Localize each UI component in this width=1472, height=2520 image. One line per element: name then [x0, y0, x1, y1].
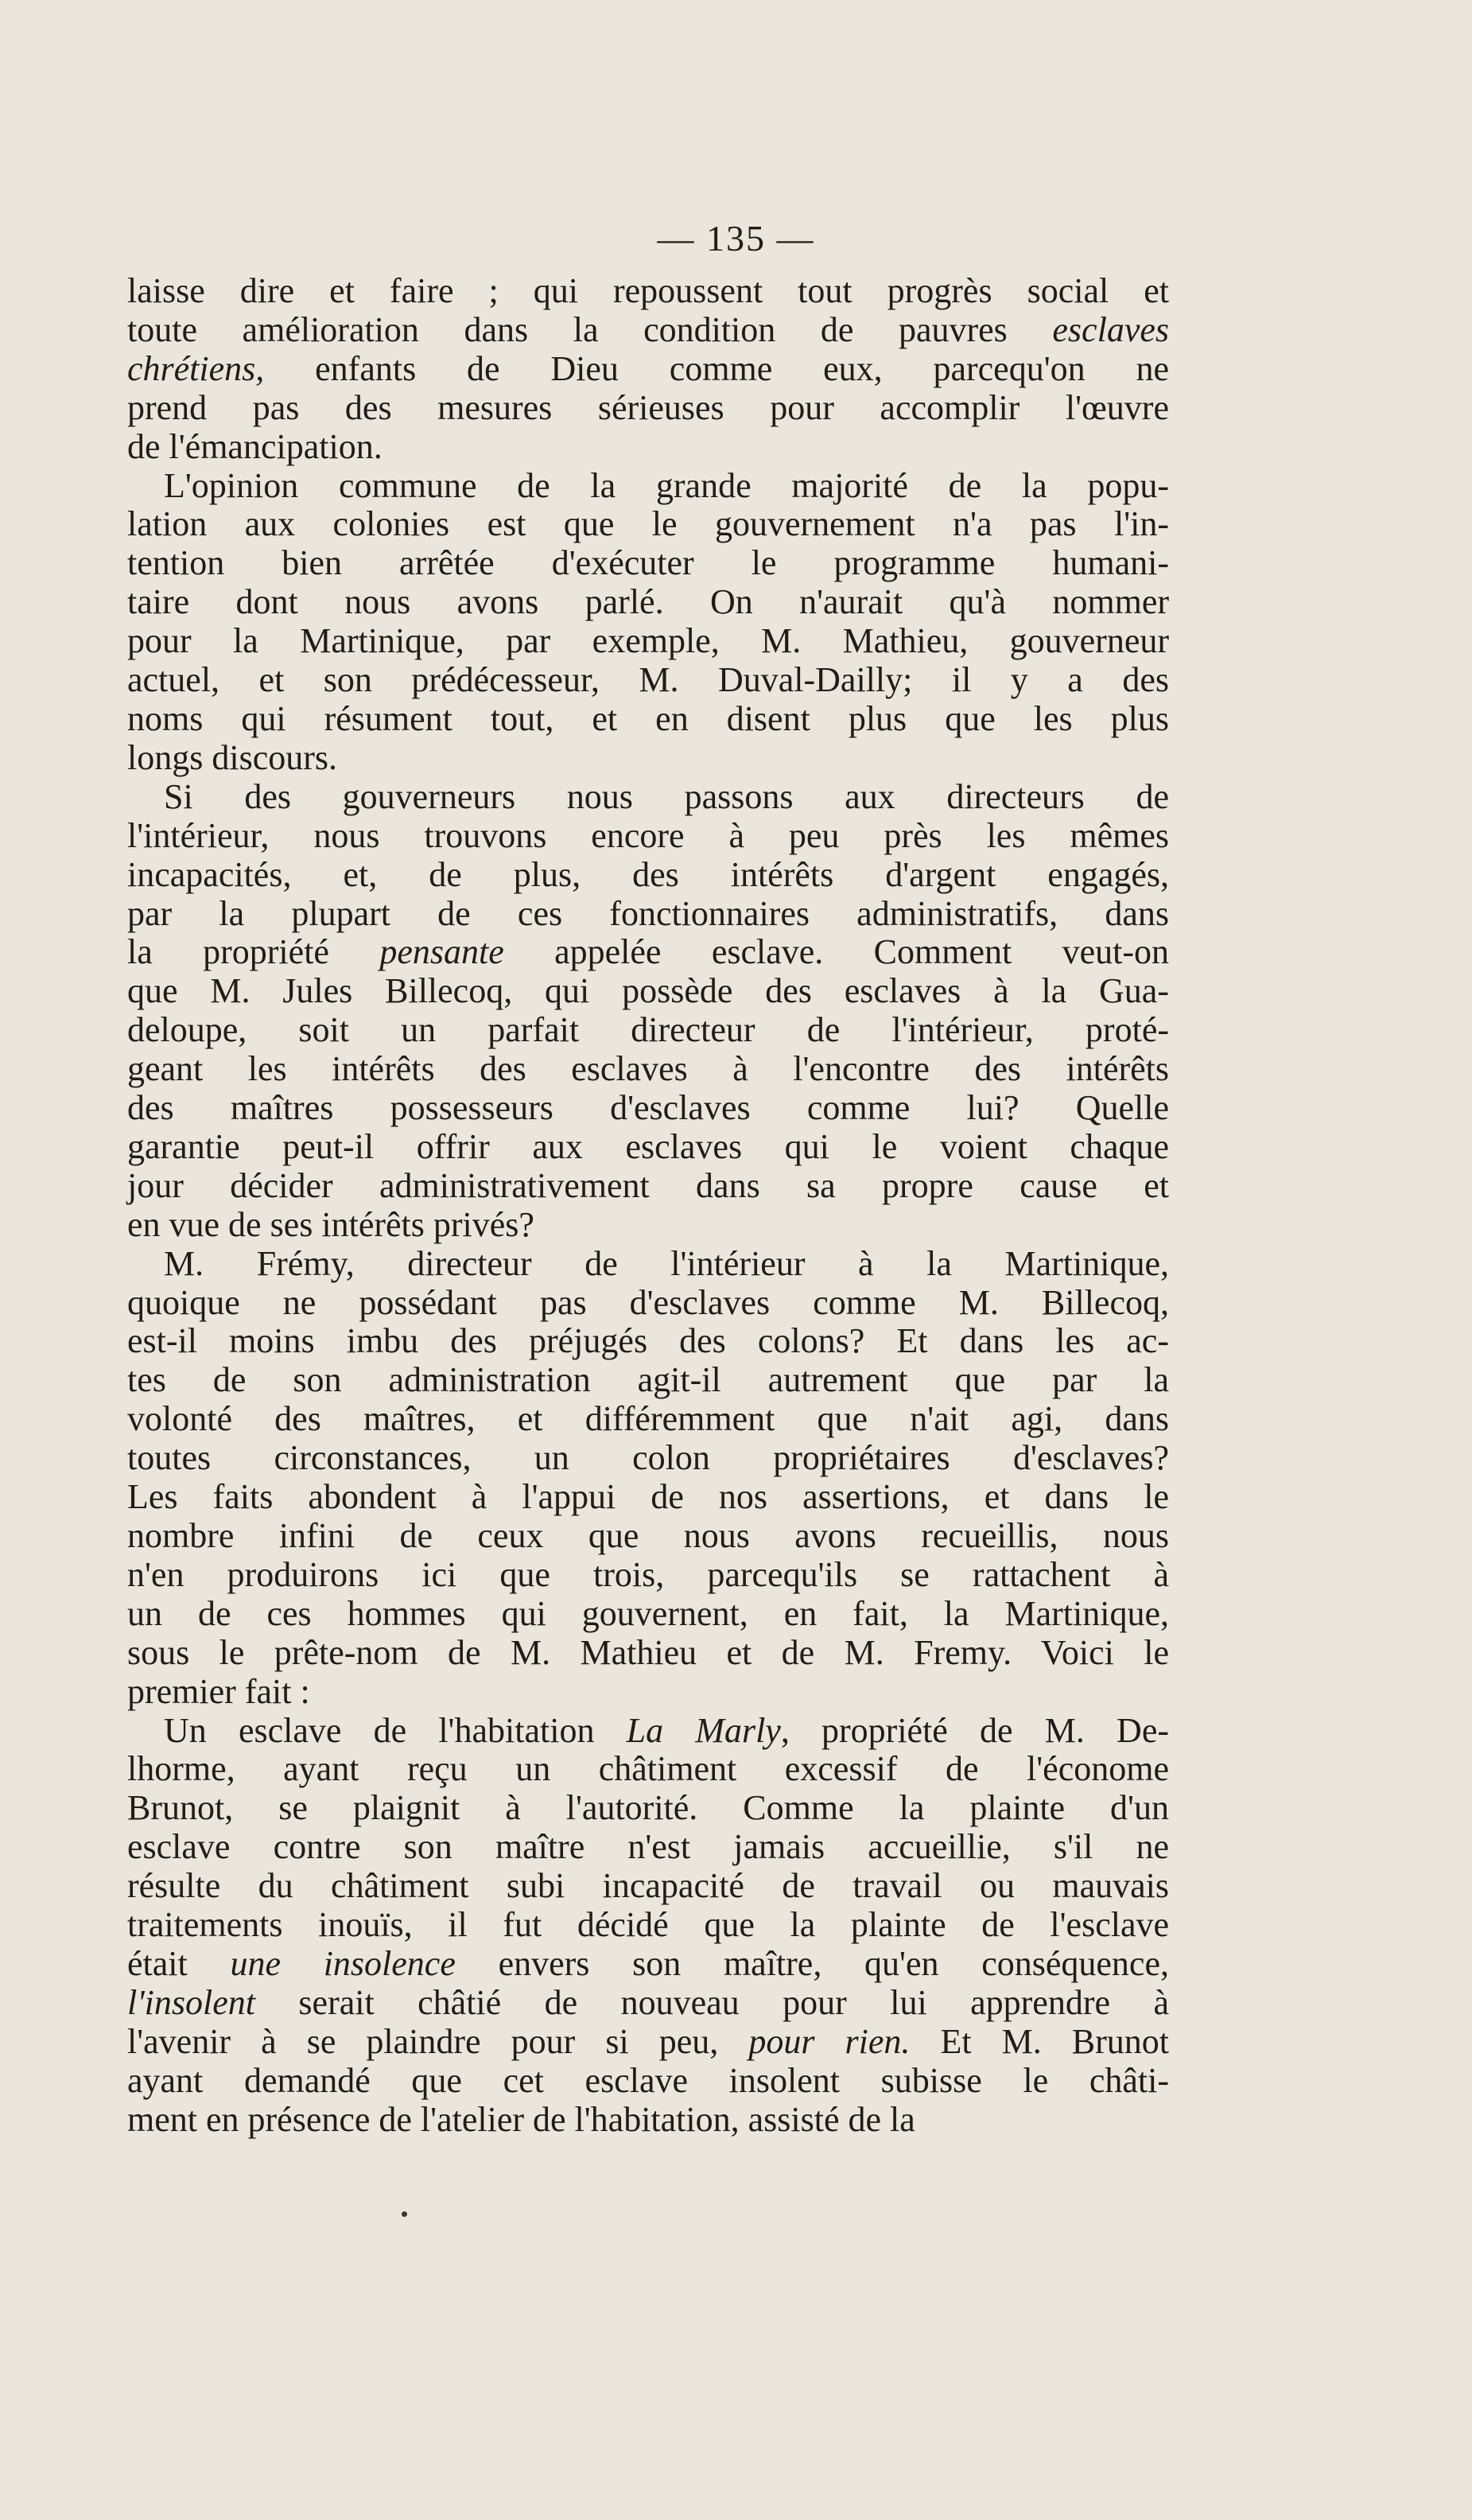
- text-segment: Les faits abondent à l'appui de nos assertions, et dans le: [127, 1477, 1169, 1517]
- text-line: [127, 1322, 1169, 1361]
- text-segment: Et M. Brunot: [910, 2021, 1169, 2061]
- text-segment: enfants de Dieu comme eux, parcequ'on ne: [264, 348, 1169, 388]
- text-segment: est-il moins imbu des préjugés des colons? Et dans les ac-: [127, 1321, 1169, 1361]
- text-line: [127, 1789, 1169, 1828]
- text-line: [127, 1634, 1169, 1673]
- text-line: [127, 1828, 1169, 1867]
- italic-text: esclaves: [1052, 309, 1169, 349]
- text-segment: volonté des maîtres, et différemment que n'ait agi, dans: [127, 1399, 1169, 1439]
- text-segment: prend pas des mesures sérieuses pour accomplir l'œuvre: [127, 387, 1169, 427]
- text-line: [127, 1478, 1169, 1517]
- text-line: [127, 1011, 1169, 1050]
- text-segment: traitements inouïs, il fut décidé que la plainte de l'esclave: [127, 1905, 1169, 1945]
- text-segment: l'intérieur, nous trouvons encore à peu près les mêmes: [127, 815, 1169, 855]
- text-line: [127, 1128, 1169, 1167]
- text-line: [127, 661, 1169, 700]
- text-line: [127, 428, 1169, 467]
- paragraph: [127, 467, 1169, 778]
- text-line: [127, 1361, 1169, 1400]
- text-line: [127, 1439, 1169, 1478]
- text-line: [127, 1673, 1169, 1712]
- text-line: [127, 1556, 1169, 1595]
- text-line: [127, 2101, 1169, 2140]
- text-line: [127, 1867, 1169, 1906]
- text-segment: Brunot, se plaignit à l'autorité. Comme la plainte d'un: [127, 1788, 1169, 1828]
- text-line: [127, 583, 1169, 622]
- text-line: [127, 1945, 1169, 1984]
- text-segment: L'opinion commune de la grande majorité de la popu-: [164, 465, 1169, 505]
- text-line: [127, 739, 1169, 778]
- text-segment: toutes circonstances, un colon propriétaires d'esclaves?: [127, 1438, 1169, 1478]
- text-line: [127, 817, 1169, 856]
- text-segment: ment en présence de l'atelier de l'habitation, assisté de la: [127, 2099, 915, 2139]
- text-line: [127, 350, 1169, 389]
- text-segment: Un esclave de l'habitation: [164, 1710, 627, 1750]
- text-segment: l'avenir à se plaindre pour si peu,: [127, 2021, 749, 2061]
- text-segment: tes de son administration agit-il autrement que par la: [127, 1360, 1169, 1400]
- text-line: [127, 895, 1169, 934]
- text-line: [127, 311, 1169, 350]
- italic-text: pour rien.: [748, 2021, 911, 2061]
- ink-speck: [402, 2211, 407, 2217]
- text-line: [127, 933, 1169, 972]
- text-segment: taire dont nous avons parlé. On n'aurait qu'à nommer: [127, 582, 1169, 622]
- text-segment: longs discours.: [127, 737, 337, 777]
- page-number: — 135 —: [657, 218, 815, 259]
- paragraph: [127, 1712, 1169, 2140]
- text-segment: la propriété: [127, 932, 380, 972]
- text-line: [127, 389, 1169, 428]
- text-segment: Si des gouverneurs nous passons aux directeurs de: [164, 776, 1169, 816]
- text-segment: de l'émancipation.: [127, 426, 383, 466]
- text-segment: par la plupart de ces fonctionnaires administratifs, dans: [127, 893, 1169, 933]
- italic-text: l'insolent: [127, 1982, 255, 2022]
- text-segment: lhorme, ayant reçu un châtiment excessif de l'économe: [127, 1749, 1169, 1789]
- text-segment: que M. Jules Billecoq, qui possède des esclaves à la Gua-: [127, 971, 1169, 1011]
- text-line: [127, 856, 1169, 895]
- text-line: [127, 622, 1169, 661]
- text-segment: jour décider administrativement dans sa propre cause et: [127, 1165, 1169, 1205]
- text-segment: des maîtres possesseurs d'esclaves comme lui? Quelle: [127, 1088, 1169, 1128]
- text-segment: un de ces hommes qui gouvernent, en fait, la Martinique,: [127, 1593, 1169, 1633]
- text-segment: serait châtié de nouveau pour lui apprendre à: [254, 1982, 1169, 2022]
- text-line: [127, 1400, 1169, 1439]
- text-segment: premier fait :: [127, 1671, 310, 1711]
- text-line: [127, 2023, 1169, 2062]
- text-line: [127, 1750, 1169, 1789]
- text-line: [127, 1089, 1169, 1128]
- italic-text: une insolence: [230, 1943, 456, 1983]
- paragraph: [127, 1245, 1169, 1712]
- text-line: [127, 1595, 1169, 1634]
- italic-text: chrétiens,: [127, 348, 265, 388]
- text-segment: M. Frémy, directeur de l'intérieur à la Martinique,: [164, 1243, 1169, 1283]
- text-segment: ayant demandé que cet esclave insolent subisse le châti-: [127, 2060, 1169, 2100]
- text-line: [127, 778, 1169, 817]
- text-segment: sous le prête-nom de M. Mathieu et de M. Fremy. Voici le: [127, 1632, 1169, 1672]
- text-line: [127, 544, 1169, 583]
- italic-text: La Marly: [626, 1710, 781, 1750]
- text-segment: deloupe, soit un parfait directeur de l'intérieur, proté-: [127, 1010, 1169, 1050]
- text-segment: noms qui résument tout, et en disent plus que les plus: [127, 698, 1169, 738]
- paragraph: [127, 778, 1169, 1245]
- italic-text: pensante: [379, 932, 504, 972]
- text-segment: tention bien arrêtée d'exécuter le programme humani-: [127, 543, 1169, 583]
- text-segment: actuel, et son prédécesseur, M. Duval-Dailly; il y a des: [127, 660, 1169, 700]
- text-line: [127, 2062, 1169, 2101]
- text-line: [127, 1284, 1169, 1323]
- text-segment: envers son maître, qu'en conséquence,: [455, 1943, 1169, 1983]
- text-line: [127, 1206, 1169, 1245]
- text-segment: pour la Martinique, par exemple, M. Mathieu, gouverneur: [127, 621, 1169, 661]
- text-line: [127, 1050, 1169, 1089]
- text-segment: était: [127, 1943, 231, 1983]
- text-line: [127, 1167, 1169, 1206]
- text-segment: quoique ne possédant pas d'esclaves comme M. Billecoq,: [127, 1282, 1169, 1322]
- text-segment: garantie peut-il offrir aux esclaves qui le voient chaque: [127, 1126, 1169, 1166]
- body-text: [127, 272, 1169, 2140]
- text-line: [127, 272, 1169, 311]
- text-segment: incapacités, et, de plus, des intérêts d'argent engagés,: [127, 854, 1169, 894]
- text-segment: appelée esclave. Comment veut-on: [503, 932, 1169, 972]
- text-segment: , propriété de M. De-: [780, 1710, 1169, 1750]
- text-segment: laisse dire et faire ; qui repoussent tout progrès social et: [127, 271, 1169, 310]
- text-line: [127, 972, 1169, 1011]
- text-line: [127, 1712, 1169, 1751]
- paragraph: [127, 272, 1169, 467]
- text-line: [127, 700, 1169, 739]
- text-segment: n'en produirons ici que trois, parcequ'ils se rattachent à: [127, 1554, 1169, 1594]
- text-line: [127, 467, 1169, 506]
- text-segment: geant les intérêts des esclaves à l'encontre des intérêts: [127, 1049, 1169, 1089]
- text-line: [127, 1906, 1169, 1945]
- text-line: [127, 1245, 1169, 1284]
- text-segment: en vue de ses intérêts privés?: [127, 1204, 534, 1244]
- text-segment: lation aux colonies est que le gouvernement n'a pas l'in-: [127, 504, 1169, 544]
- text-line: [127, 1984, 1169, 2023]
- text-segment: toute amélioration dans la condition de pauvres: [127, 309, 1053, 349]
- text-segment: esclave contre son maître n'est jamais accueillie, s'il ne: [127, 1827, 1169, 1867]
- text-segment: nombre infini de ceux que nous avons recueillis, nous: [127, 1516, 1169, 1555]
- text-line: [127, 1517, 1169, 1556]
- text-segment: résulte du châtiment subi incapacité de travail ou mauvais: [127, 1866, 1169, 1906]
- text-line: [127, 505, 1169, 544]
